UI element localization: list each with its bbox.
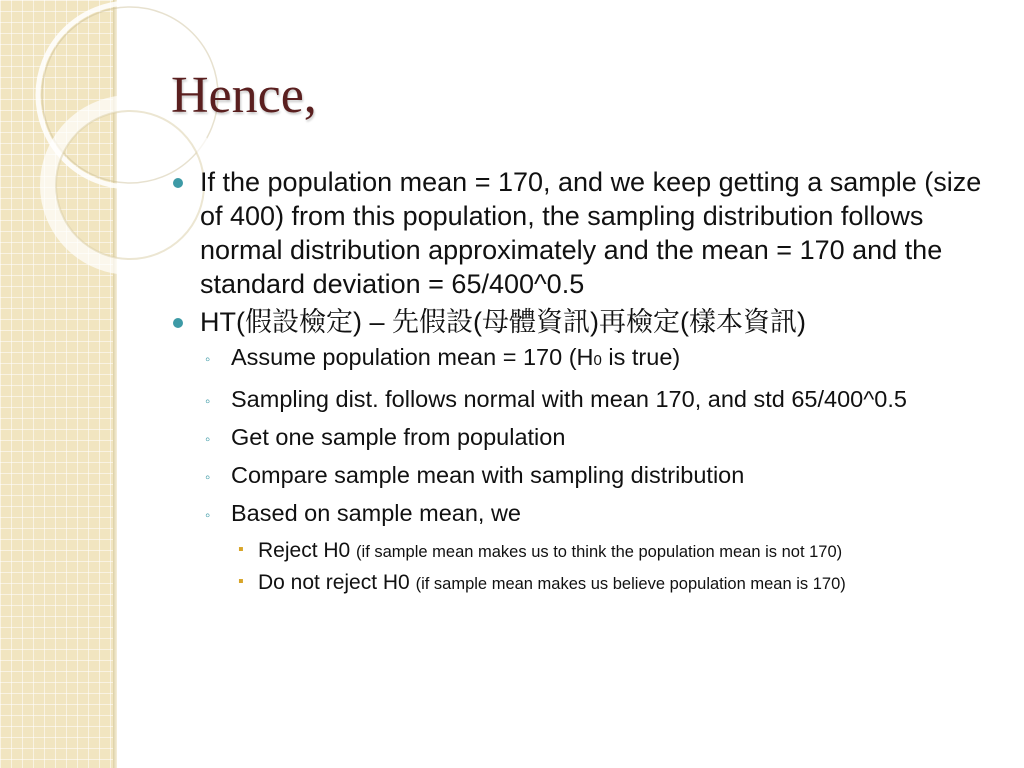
list-item: ◦ Get one sample from population xyxy=(170,423,1000,451)
bullet-population-mean xyxy=(170,165,1000,301)
hollow-circle-icon: ◦ xyxy=(205,431,211,448)
hypothesis-test-steps xyxy=(170,343,1000,598)
bullet-text: HT(假設檢定) – 先假設(母體資訊)再檢定(樣本資訊) xyxy=(200,307,806,337)
slide-title: Hence, xyxy=(171,67,317,124)
list-item-not-reject: ▪ Do not reject H0 (if sample mean makes us believe population mean is 170) xyxy=(170,569,1000,598)
small-square-icon: ▪ xyxy=(238,541,244,558)
slide-content xyxy=(170,165,1000,601)
list-item: ◦ Based on sample mean, we xyxy=(170,499,1000,527)
small-square-icon: ▪ xyxy=(238,573,244,590)
filled-circle-icon xyxy=(173,178,183,188)
bullet-hypothesis-testing xyxy=(170,305,1000,339)
list-item: ◦ Compare sample mean with sampling distribution xyxy=(170,461,1000,489)
hollow-circle-icon: ◦ xyxy=(205,393,211,410)
list-item-reject: ▪ Reject H0 (if sample mean makes us to think the population mean is not 170) xyxy=(170,537,1000,566)
hollow-circle-icon: ◦ xyxy=(205,507,211,524)
list-item: ◦ Sampling dist. follows normal with mean 170, and std 65/400^0.5 xyxy=(170,385,1000,413)
hollow-circle-icon: ◦ xyxy=(205,469,211,486)
filled-circle-icon xyxy=(173,318,183,328)
bullet-text: If the population mean = 170, and we keep getting a sample (size of 400) from this population, the sampling distribution follows normal distribution approximately and the mean = 170 and the standard deviation = 65/400^0.5 xyxy=(200,167,982,299)
list-item: ◦ Assume population mean = 170 (H0 is true) xyxy=(170,343,1000,375)
hollow-circle-icon: ◦ xyxy=(205,351,211,368)
